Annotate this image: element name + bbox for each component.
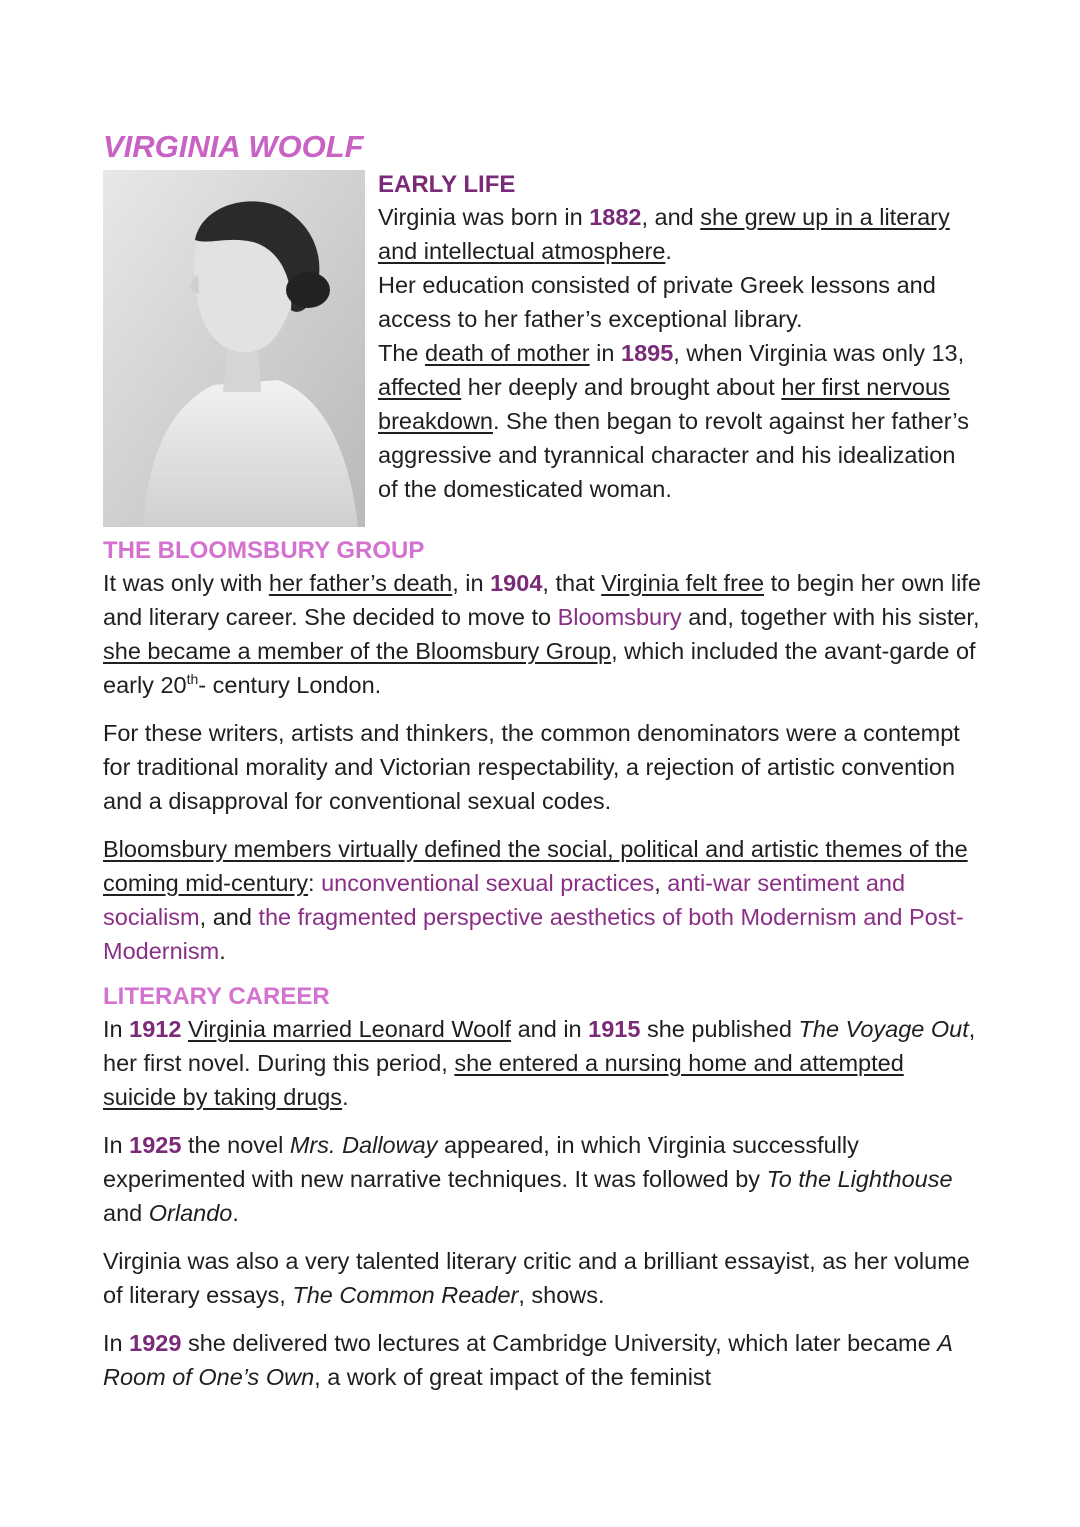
career-section <box>103 982 983 1394</box>
bloomsbury-section <box>103 536 983 968</box>
career-paragraph-2: In 1925 the novel Mrs. Dalloway appeared, in which Virginia successfully experimented with new narrative techniques. It was followed by To the Lighthouse and Orlando. <box>103 1132 953 1226</box>
early-life-section <box>378 170 978 506</box>
bloomsbury-paragraph-2: For these writers, artists and thinkers, the common denominators were a contempt for traditional morality and Victorian respectability, a rejection of artistic convention and a disapproval for conventional sexual codes. <box>103 720 960 814</box>
career-paragraph-3: Virginia was also a very talented literary critic and a brilliant essayist, as her volume of literary essays, The Common Reader, shows. <box>103 1248 970 1308</box>
early-life-paragraph-1: Virginia was born in 1882, and she grew up in a literary and intellectual atmosphere. <box>378 204 950 264</box>
career-paragraph-1: In 1912 Virginia married Leonard Woolf and in 1915 she published The Voyage Out, her first novel. During this period, she entered a nursing home and attempted suicide by taking drugs. <box>103 1016 976 1110</box>
bloomsbury-heading: THE BLOOMSBURY GROUP <box>103 537 425 564</box>
early-life-paragraph-3: The death of mother in 1895, when Virginia was only 13, affected her deeply and brought about her first nervous breakdown. She then began to revolt against her father’s aggressive and tyrannical character and his idealization of the domesticated woman. <box>378 340 969 502</box>
bloomsbury-paragraph-3: Bloomsbury members virtually defined the social, political and artistic themes of the coming mid-century: unconventional sexual practices, anti-war sentiment and socialism, and the fragmented perspective aesthetics of both Modernism and Post-Modernism. <box>103 836 968 964</box>
document-title: VIRGINIA WOOLF <box>103 129 364 164</box>
intro-section <box>103 170 983 536</box>
early-life-paragraph-2: Her education consisted of private Greek lessons and access to her father’s exceptional library. <box>378 272 936 332</box>
document-page <box>103 126 983 1394</box>
bloomsbury-paragraph-1: It was only with her father’s death, in 1904, that Virginia felt free to begin her own life and literary career. She decided to move to Bloomsbury and, together with his sister, she became a member of the Bloomsbury Group, which included the avant-garde of early 20th- century London. <box>103 570 981 698</box>
career-paragraph-4: In 1929 she delivered two lectures at Cambridge University, which later became A Room of One’s Own, a work of great impact of the feminist <box>103 1330 953 1390</box>
early-life-heading: EARLY LIFE <box>378 171 516 198</box>
portrait-photo <box>103 170 365 527</box>
career-heading: LITERARY CAREER <box>103 983 330 1010</box>
